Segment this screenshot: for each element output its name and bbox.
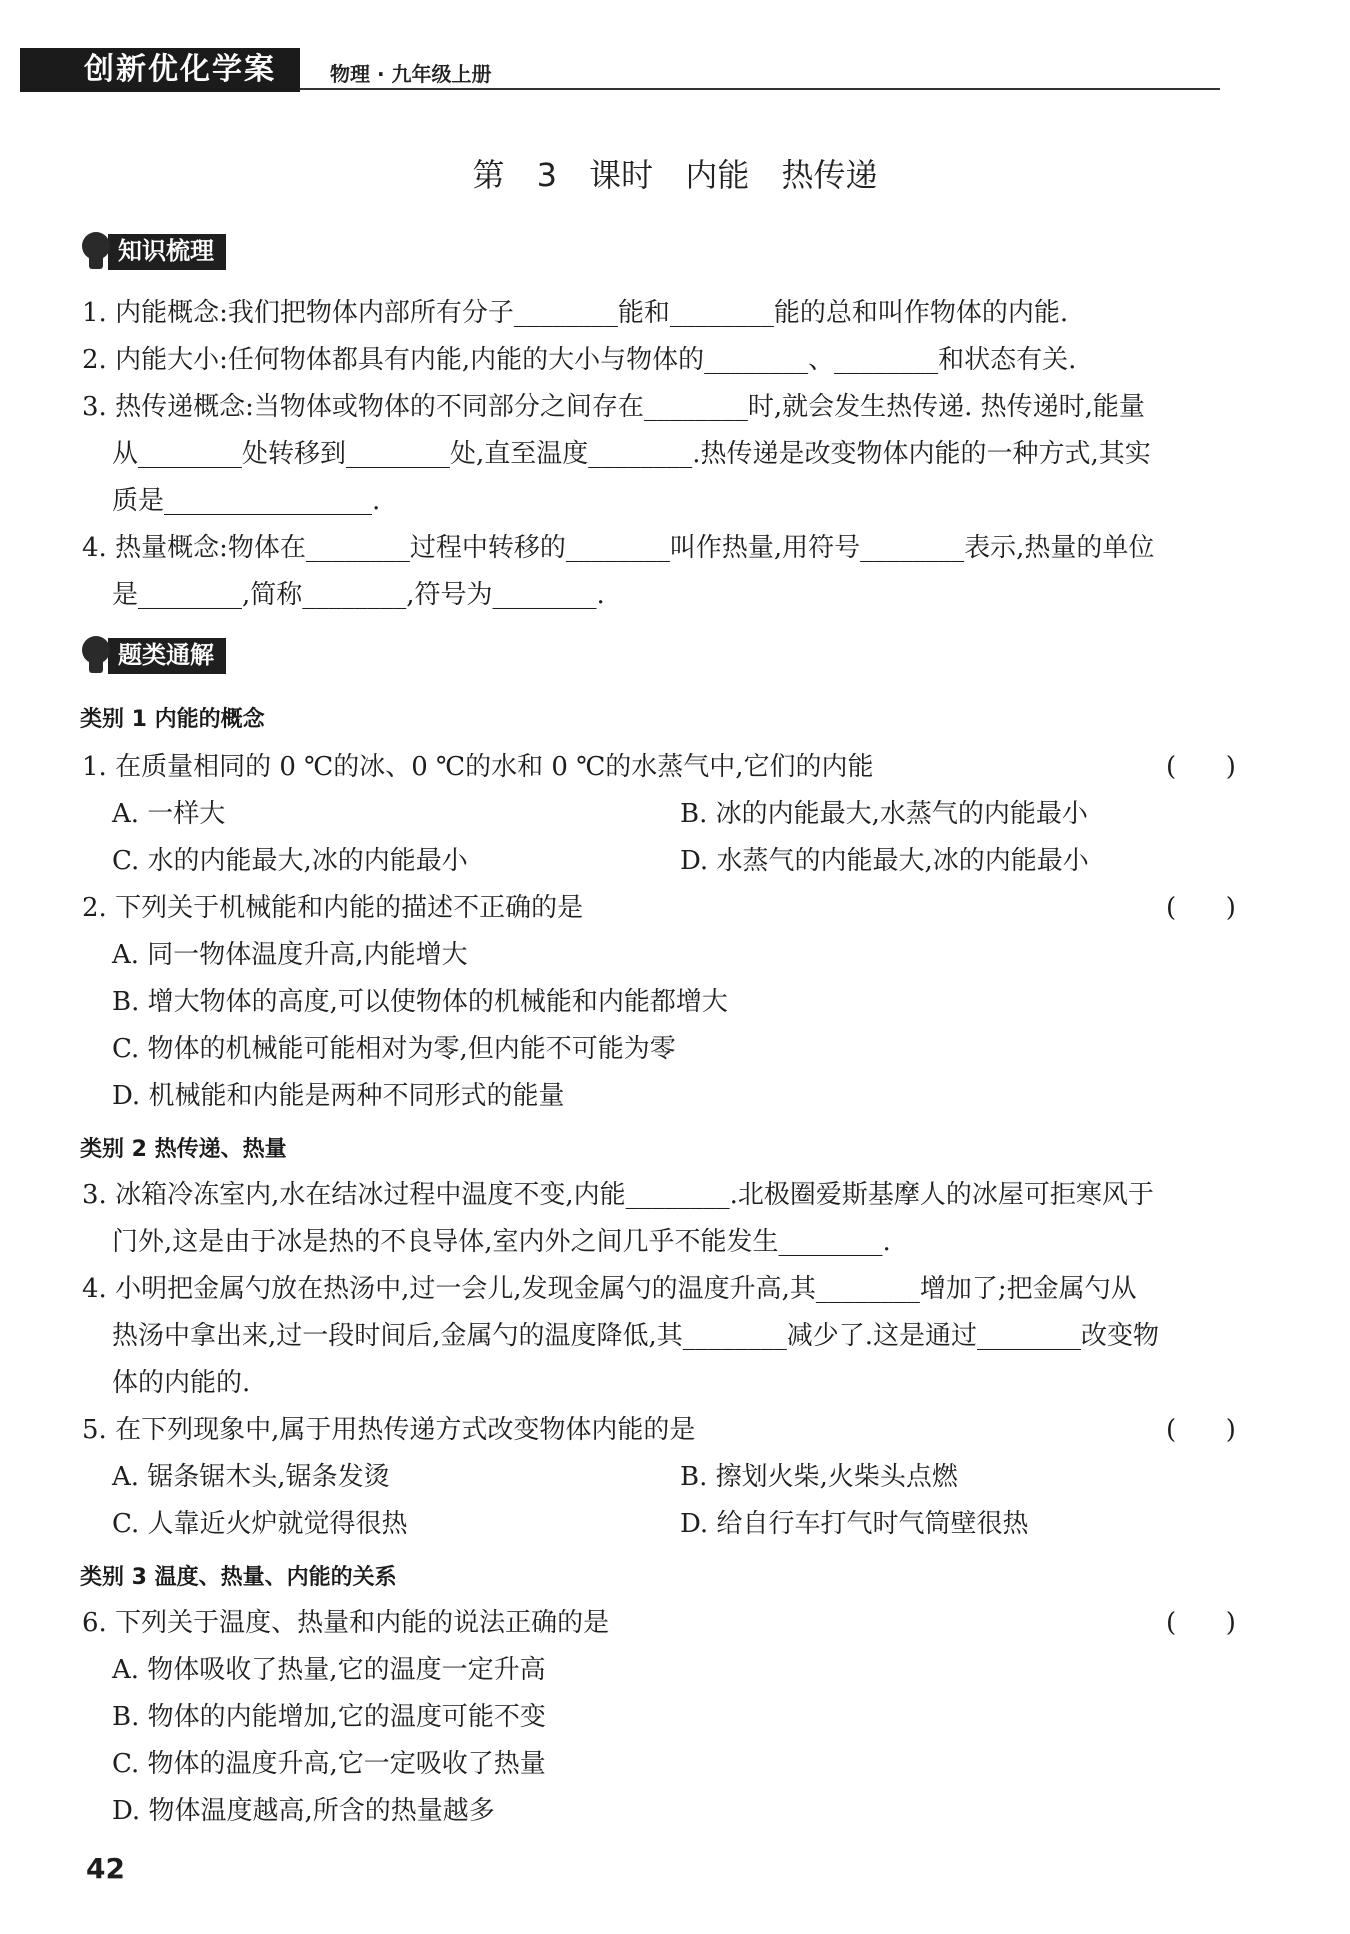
review-line-6: 4. 热量概念:物体在________过程中转移的________叫作热量,用符号________表示,热量的单位 bbox=[82, 533, 1155, 563]
lesson-title: 第 3 课时 内能 热传递 bbox=[472, 156, 878, 194]
review-line-1: 1. 内能概念:我们把物体内部所有分子________能和________能的总和叫作物体的内能. bbox=[82, 298, 1069, 328]
q2-option-c: C. 物体的机械能可能相对为零,但内能不可能为零 bbox=[112, 1034, 676, 1064]
section-review bbox=[80, 232, 226, 272]
q3-line-1: 3. 冰箱冷冻室内,水在结冰过程中温度不变,内能________.北极圈爱斯基摩人的冰屋可拒寒风于 bbox=[82, 1180, 1154, 1210]
lightbulb-icon bbox=[80, 232, 114, 272]
q5-stem: 5. 在下列现象中,属于用热传递方式改变物体内能的是 bbox=[82, 1415, 696, 1445]
q2-option-d: D. 机械能和内能是两种不同形式的能量 bbox=[112, 1081, 565, 1111]
q6-option-d: D. 物体温度越高,所含的热量越多 bbox=[112, 1796, 495, 1826]
section-review-label: 知识梳理 bbox=[108, 234, 226, 270]
q2-option-b: B. 增大物体的高度,可以使物体的机械能和内能都增大 bbox=[112, 987, 728, 1017]
review-line-7: 是________,简称________,符号为________. bbox=[112, 580, 605, 610]
review-line-2: 2. 内能大小:任何物体都具有内能,内能的大小与物体的________、________和状态有关. bbox=[82, 345, 1077, 375]
q1-option-b: B. 冰的内能最大,水蒸气的内能最小 bbox=[680, 799, 1088, 829]
review-line-4: 从________处转移到________处,直至温度________.热传递是改变物体内能的一种方式,其实 bbox=[112, 439, 1151, 469]
review-line-5: 质是________________. bbox=[112, 486, 381, 516]
q1-option-d: D. 水蒸气的内能最大,冰的内能最小 bbox=[680, 846, 1089, 876]
category-3-title: 类别 3 温度、热量、内能的关系 bbox=[80, 1565, 397, 1590]
q3-line-2: 门外,这是由于冰是热的不良导体,室内外之间几乎不能发生________. bbox=[112, 1227, 891, 1257]
subject-label: 物理 · 九年级上册 bbox=[330, 62, 492, 86]
q5-answer-paren[interactable]: ( ) bbox=[1166, 1415, 1236, 1445]
q6-option-b: B. 物体的内能增加,它的温度可能不变 bbox=[112, 1702, 546, 1732]
page-number: 42 bbox=[86, 1852, 125, 1885]
q4-line-2: 热汤中拿出来,过一段时间后,金属勺的温度降低,其________减少了.这是通过________改变物 bbox=[112, 1321, 1160, 1351]
q1-option-a: A. 一样大 bbox=[112, 799, 226, 829]
section-practice bbox=[80, 636, 226, 676]
lightbulb-icon bbox=[80, 636, 114, 676]
q6-stem: 6. 下列关于温度、热量和内能的说法正确的是 bbox=[82, 1608, 610, 1638]
review-line-3: 3. 热传递概念:当物体或物体的不同部分之间存在________时,就会发生热传递. 热传递时,能量 bbox=[82, 392, 1145, 422]
q4-line-3: 体的内能的. bbox=[112, 1368, 251, 1398]
q1-answer-paren[interactable]: ( ) bbox=[1166, 752, 1236, 782]
q5-option-c: C. 人靠近火炉就觉得很热 bbox=[112, 1509, 408, 1539]
q4-line-1: 4. 小明把金属勺放在热汤中,过一会儿,发现金属勺的温度升高,其________增加了;把金属勺从 bbox=[82, 1274, 1137, 1304]
q6-answer-paren[interactable]: ( ) bbox=[1166, 1608, 1236, 1638]
q5-option-d: D. 给自行车打气时气筒壁很热 bbox=[680, 1509, 1029, 1539]
q6-option-c: C. 物体的温度升高,它一定吸收了热量 bbox=[112, 1749, 546, 1779]
q5-option-b: B. 擦划火柴,火柴头点燃 bbox=[680, 1462, 958, 1492]
q1-option-c: C. 水的内能最大,冰的内能最小 bbox=[112, 846, 468, 876]
category-1-title: 类别 1 内能的概念 bbox=[80, 707, 265, 732]
q5-option-a: A. 锯条锯木头,锯条发烫 bbox=[112, 1462, 390, 1492]
q2-answer-paren[interactable]: ( ) bbox=[1166, 893, 1236, 923]
header-rule bbox=[300, 88, 1220, 90]
q2-option-a: A. 同一物体温度升高,内能增大 bbox=[112, 940, 468, 970]
q1-stem: 1. 在质量相同的 0 ℃的冰、0 ℃的水和 0 ℃的水蒸气中,它们的内能 bbox=[82, 752, 874, 782]
category-2-title: 类别 2 热传递、热量 bbox=[80, 1137, 287, 1162]
q2-stem: 2. 下列关于机械能和内能的描述不正确的是 bbox=[82, 893, 584, 923]
section-practice-label: 题类通解 bbox=[108, 638, 226, 674]
brand-banner: 创新优化学案 bbox=[20, 48, 300, 92]
q6-option-a: A. 物体吸收了热量,它的温度一定升高 bbox=[112, 1655, 546, 1685]
